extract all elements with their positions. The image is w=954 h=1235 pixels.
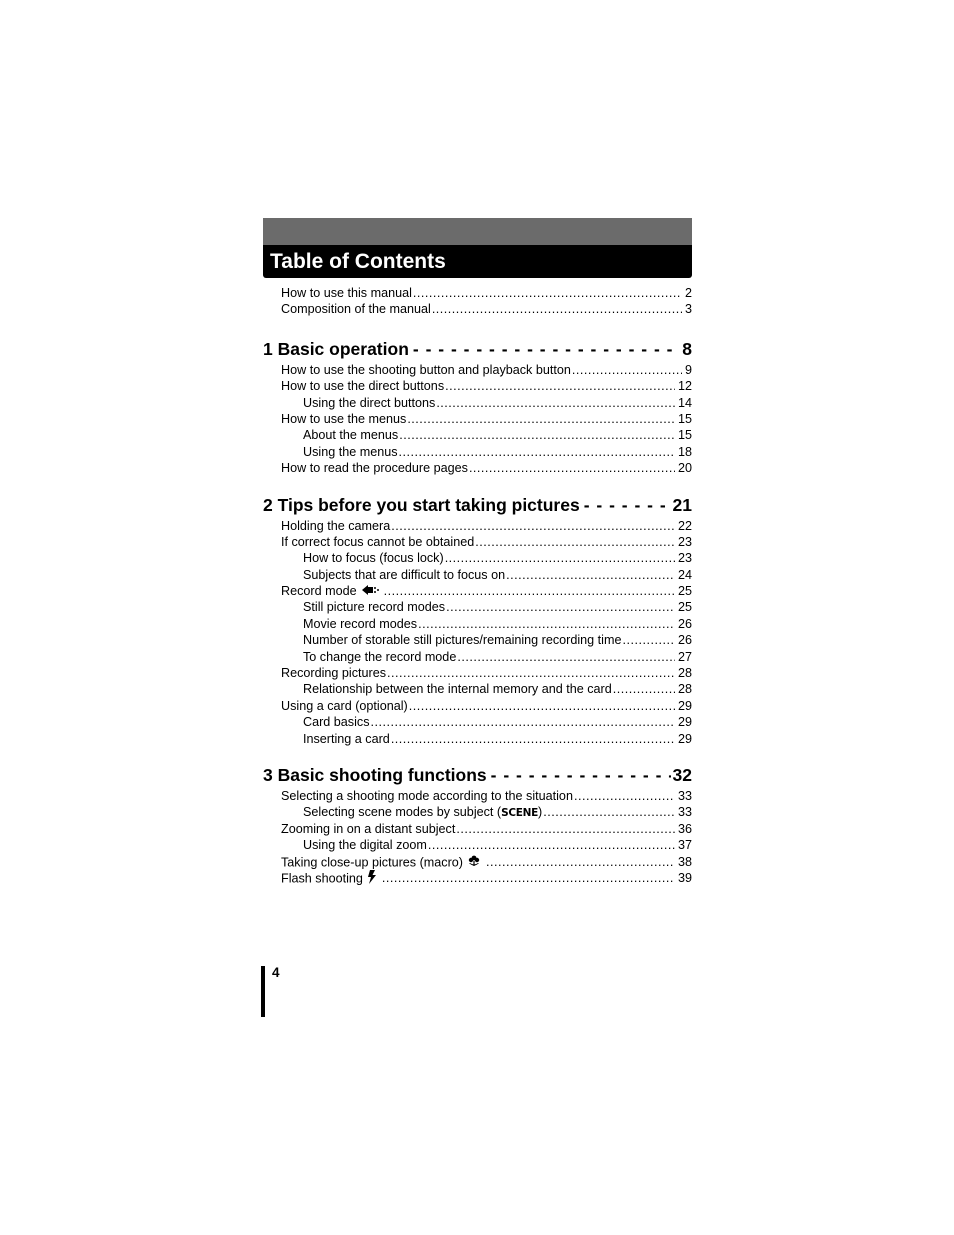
dot-leader [418,616,675,632]
dot-leader [382,870,675,886]
toc-entry-text: Card basics [303,715,370,730]
dot-leader [486,854,675,870]
toc-entry-text: How to use the direct buttons [281,379,445,394]
toc-entry-label [303,567,505,583]
dash-leader [491,764,671,786]
title-bar [263,245,692,278]
toc-entry[interactable] [263,444,692,460]
toc-entry[interactable] [263,714,692,730]
toc-entry-text: Record mode [281,584,357,599]
toc-entry-text: Relationship between the internal memory and the card [303,682,612,697]
chapter-page-number: 21 [672,494,692,515]
dot-leader [475,534,675,550]
toc-entry[interactable] [263,649,692,665]
record-mode-icon [361,584,379,600]
toc-entry-label [281,285,412,301]
toc-page-number: 26 [677,616,692,631]
toc-entry[interactable] [263,583,692,599]
toc-entry-text: Using the digital zoom [303,838,427,853]
dash-leader [584,494,671,516]
dot-leader [436,395,675,411]
toc-page-number: 3 [684,302,692,317]
toc-entry-label [303,804,542,820]
flash-icon [367,870,377,886]
toc-entry-label [281,518,390,534]
toc-entry[interactable] [263,821,692,837]
dot-leader [413,285,682,301]
toc-entry[interactable] [263,518,692,534]
header-band [263,218,692,245]
toc-entry[interactable] [263,681,692,697]
toc-entry-label [281,301,431,317]
macro-flower-icon [467,854,481,870]
toc-entry[interactable] [263,854,692,870]
dot-leader [387,665,675,681]
toc-entry-text: Selecting scene modes by subject ( [303,805,502,820]
toc-entry-label [303,444,398,460]
toc-entry-label [281,870,381,886]
toc-page-number: 14 [677,395,692,410]
dot-leader [613,681,675,697]
toc-entry-label [281,821,455,837]
toc-page-number: 2 [684,286,692,300]
table-of-contents [263,285,692,886]
toc-entry-label [281,583,383,599]
toc-entry-text: How to use the shooting button and playback button [281,362,571,377]
toc-entry-text: Holding the camera [281,518,391,533]
toc-entry-text: Using the direct buttons [303,395,436,410]
toc-page-number: 22 [677,518,692,533]
page-title: Table of Contents [270,249,446,273]
toc-entry-text: Subjects that are difficult to focus on [303,567,506,582]
toc-entry[interactable] [263,632,692,648]
chapter-page-number: 32 [672,764,692,785]
toc-entry[interactable] [263,665,692,681]
toc-entry[interactable] [263,301,692,317]
toc-page-number: 9 [684,362,692,377]
dot-leader [469,460,675,476]
toc-entry-label [303,395,435,411]
toc-entry[interactable] [263,378,692,394]
toc-entry-text: Selecting a shooting mode according to the situation [281,788,573,803]
toc-page-number: 29 [677,698,692,713]
toc-page-number: 29 [677,715,692,730]
toc-entry[interactable] [263,870,692,886]
dot-leader [446,599,675,615]
toc-entry-label [281,534,474,550]
chapter-heading[interactable] [263,338,692,360]
dot-leader [371,714,675,730]
toc-entry-label [303,837,427,853]
toc-entry[interactable] [263,837,692,853]
toc-entry[interactable] [263,411,692,427]
toc-page-number: 38 [677,855,692,870]
toc-page-number: 23 [677,551,692,566]
page-marker-bar [261,966,265,1017]
toc-page-number: 23 [677,534,692,549]
toc-entry-text: About the menus [303,428,399,443]
toc-entry-text: Using a card (optional) [281,698,408,713]
toc-entry-label [281,854,485,870]
dot-leader [409,698,675,714]
dot-leader [391,731,675,747]
toc-entry[interactable] [263,616,692,632]
dot-leader [384,583,675,599]
toc-entry-text: To change the record mode [303,649,457,664]
toc-entry[interactable] [263,567,692,583]
toc-entry-text: How to use the menus [281,411,407,426]
toc-entry-text: Using the menus [303,444,398,459]
toc-page-number: 20 [677,461,692,476]
toc-entry-text: Number of storable still pictures/remaining recording time [303,633,622,648]
toc-page-number: 12 [677,379,692,394]
toc-entry-text: If correct focus cannot be obtained [281,534,475,549]
toc-entry-label [281,788,573,804]
toc-entry[interactable] [263,534,692,550]
toc-page-number: 36 [677,821,692,836]
toc-entry[interactable] [263,427,692,443]
toc-entry-label [281,378,444,394]
dash-leader [413,338,680,360]
chapter-title: 1 Basic operation [263,338,409,359]
dot-leader [456,821,675,837]
toc-entry-text: Inserting a card [303,731,390,746]
toc-entry[interactable] [263,460,692,476]
toc-entry-label [303,616,417,632]
toc-header [263,218,692,278]
scene-mode-label: SCENE [501,807,539,820]
chapter-title: 3 Basic shooting functions [263,764,487,785]
toc-entry[interactable] [263,285,692,301]
toc-page-number: 28 [677,666,692,681]
dot-leader [399,444,675,460]
toc-entry[interactable] [263,788,692,804]
dot-leader [622,632,675,648]
dot-leader [432,301,682,317]
toc-entry-label [281,362,571,378]
toc-page-number: 24 [677,567,692,582]
toc-entry-text: Movie record modes [303,616,418,631]
dot-leader [506,567,675,583]
dot-leader [445,378,675,394]
toc-entry[interactable] [263,731,692,747]
chapter-title: 2 Tips before you start taking pictures [263,494,580,515]
toc-entry-label [303,599,445,615]
toc-page-number: 29 [677,731,692,746]
toc-entry-text: How to use this manual [281,286,412,300]
toc-entry-label [303,550,444,566]
toc-entry-label [281,411,406,427]
toc-page-number: 39 [677,871,692,886]
toc-entry[interactable] [263,804,692,820]
dot-leader [572,362,682,378]
chapter-page-number: 8 [682,338,692,359]
page-number: 4 [272,965,280,980]
toc-entry-label [303,632,621,648]
dot-leader [457,649,675,665]
toc-entry-text: How to read the procedure pages [281,461,468,476]
toc-entry-text: Flash shooting [281,871,363,886]
toc-page-number: 15 [677,411,692,426]
dot-leader [574,788,675,804]
toc-entry-label [303,427,398,443]
toc-page-number: 37 [677,838,692,853]
dot-leader [399,427,675,443]
toc-entry[interactable] [263,362,692,378]
toc-page-number: 33 [677,805,692,820]
toc-entry[interactable] [263,599,692,615]
dot-leader [428,837,675,853]
dot-leader [407,411,675,427]
toc-entry-text: Still picture record modes [303,600,446,615]
toc-entry-text: Composition of the manual [281,302,431,317]
toc-page-number: 25 [677,584,692,599]
toc-entry[interactable] [263,550,692,566]
dot-leader [391,518,675,534]
toc-page-number: 26 [677,633,692,648]
toc-entry-label [281,698,408,714]
toc-page-number: 27 [677,649,692,664]
toc-entry-label [303,731,390,747]
toc-entry-suffix: ) [538,805,543,820]
dot-leader [445,550,675,566]
toc-entry-label [303,714,370,730]
toc-page-number: 15 [677,428,692,443]
toc-entry-text: Taking close-up pictures (macro) [281,855,463,870]
chapter-heading[interactable] [263,494,692,516]
toc-entry-label [303,681,612,697]
dot-leader [543,804,675,820]
toc-page-number: 18 [677,444,692,459]
chapter-heading[interactable] [263,764,692,786]
toc-entry-text: Zooming in on a distant subject [281,821,456,836]
toc-page-number: 25 [677,600,692,615]
toc-entry[interactable] [263,395,692,411]
toc-entry-label [303,649,456,665]
toc-entry[interactable] [263,698,692,714]
toc-page-number: 28 [677,682,692,697]
toc-page-number: 33 [677,788,692,803]
toc-entry-label [281,665,386,681]
toc-entry-text: Recording pictures [281,666,386,681]
toc-entry-text: How to focus (focus lock) [303,551,444,566]
toc-entry-label [281,460,468,476]
